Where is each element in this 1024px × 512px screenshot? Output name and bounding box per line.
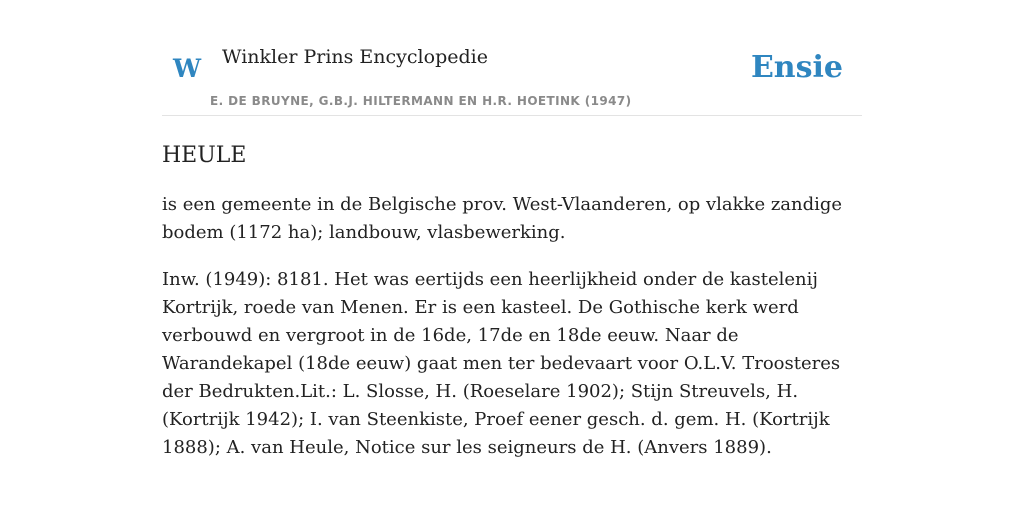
source-authors: E. DE BRUYNE, G.B.J. HILTERMANN EN H.R. HOETINK (1947) [210, 94, 632, 108]
source-header [162, 40, 862, 116]
article-card [162, 40, 862, 462]
winkler-prins-logo-icon[interactable]: W [173, 54, 202, 83]
article-headword: HEULE [162, 143, 247, 168]
source-title[interactable]: Winkler Prins Encyclopedie [222, 46, 488, 68]
article-paragraph: is een gemeente in de Belgische prov. West-Vlaanderen, op vlakke zandige bodem (1172 ha); landbouw, vlasbewerking. [162, 194, 843, 243]
ensie-brand-logo[interactable]: Ensie [750, 50, 843, 85]
article-paragraph: Inw. (1949): 8181. Het was eertijds een heerlijkheid onder de kastelenij Kortrijk, roede van Menen. Er is een kasteel. De Gothische kerk werd verbouwd en vergroot in de 16de, 17de en 18de eeuw. Naar de Warandekapel (18de eeuw) gaat men ter bedevaart voor O.L.V. Troosteres der Bedrukten.Lit.: L. Slosse, H. (Roeselare 1902); Stijn Streuvels, H. (Kortrijk 1942); I. van Steenkiste, Proef eener gesch. d. gem. H. (Kortrijk 1888); A. van Heule, Notice sur les seigneurs de H. (Anvers 1889). [162, 269, 841, 458]
